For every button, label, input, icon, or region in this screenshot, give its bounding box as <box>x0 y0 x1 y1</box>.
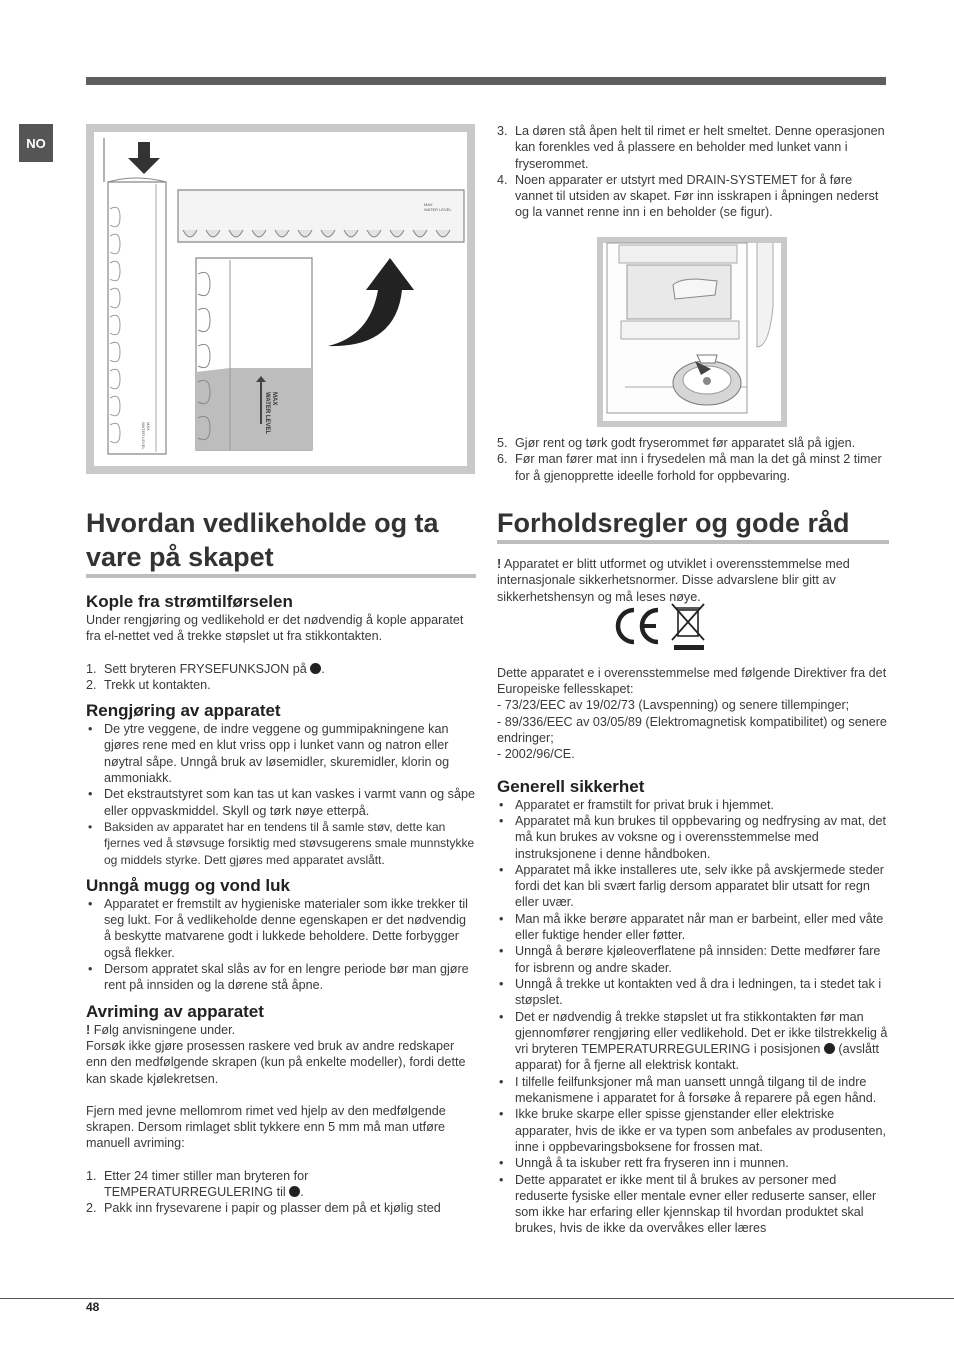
list-item: • Apparatet er fremstilt av hygieniske materialer som ikke trekker til seg lukt. For å vedlikeholde denne egenskapen er det nødvendig å beskytte matvarene godt i lukkede beholdere. Dette forbygger også flekker. <box>104 896 476 961</box>
page-number: 48 <box>86 1300 100 1314</box>
defrost-p2: Fjern med jevne mellomrom rimet ved hjelp av den medfølgende skrapen. Dersom rimlaget sblit tykkere enn 5 mm må man utføre manuell avriming: <box>86 1103 446 1151</box>
defrost-p1: Forsøk ikke gjøre prosessen raskere ved bruk av andre redskaper enn den medfølgende skrapen (kun på enkelte modeller), fordi dette kan skade kjølekretsen. <box>86 1038 466 1086</box>
list-item: • I tilfelle feilfunksjoner må man uansett unngå tilgang til de indre mekanismene i apparatet for å forsøke å reparere på egen hånd. <box>515 1074 889 1107</box>
top-rule <box>86 77 886 85</box>
list-item: • Det ekstrautstyret som kan tas ut kan vaskes i varmt vann og såpe eller oppvaskmiddel. Skyll og tørk nøye etterpå. <box>104 786 476 819</box>
right-steps-bottom <box>497 435 889 484</box>
safety-title: Generell sikkerhet <box>497 776 645 796</box>
list-item: • Unngå å trekke ut kontakten ved å dra i ledningen, ta i stedet tak i støpslet. <box>515 976 889 1009</box>
ce-mark-icon <box>618 610 658 642</box>
max-water-label-3: MAX WATER LEVEL <box>141 422 151 450</box>
disconnect-title: Kople fra strømtilførselen <box>86 592 293 611</box>
off-symbol-icon <box>310 663 321 674</box>
maintenance-heading: Hvordan vedlikeholde og ta vare på skapet <box>86 506 476 578</box>
directive-line: - 73/23/EEC av 19/02/73 (Lavspenning) og senere tillempinger; <box>497 698 850 713</box>
off-symbol-icon <box>289 1186 300 1197</box>
safety-list <box>497 797 889 1237</box>
ce-weee-logos <box>610 600 710 657</box>
precautions-heading: Forholdsregler og gode råd <box>497 506 889 544</box>
list-item: 2. Trekk ut kontakten. <box>86 677 211 692</box>
cleaning-list <box>86 721 476 868</box>
list-item: • Det er nødvendig å trekke støpslet ut fra stikkontakten før man gjennomfører rengjøring eller vedlikehold. Det er ikke tilstrekkelig å vri bryteren TEMPERATURREGULERING i posisjonen (avslått apparat) for å fjerne all elektrisk kontakt. <box>515 1009 889 1074</box>
list-item: 4. Noen apparater er utstyrt med DRAIN-SYSTEMET for å føre vannet til utsiden av skapet. Før inn isskrapen i åpningen nederst og la vannet renne inn i en beholder (se figur). <box>497 172 879 220</box>
directive-line: - 2002/96/CE. <box>497 747 575 762</box>
disconnect-steps <box>86 661 476 694</box>
cleaning-title: Rengjøring av apparatet <box>86 701 281 721</box>
directive-line: - 89/336/EEC av 03/05/89 (Elektromagnetisk kompatibilitet) og senere endringer; <box>497 714 887 746</box>
ice-tray-figure <box>86 124 475 474</box>
drain-system-figure <box>597 237 787 427</box>
list-item: 1. Sett bryteren FRYSEFUNKSJON på . <box>86 661 325 676</box>
list-item: • Baksiden av apparatet har en tendens til å samle støv, dette kan fjernes ved å støvsuge forsiktig med støvsugerens smale munnstykke og middels styrke. Dett gjøres med apparatet avslått. <box>104 819 476 868</box>
language-tab: NO <box>19 124 53 162</box>
list-item: 6. Før man fører mat inn i frysedelen må man la det gå minst 2 timer for å gjenopprette ideelle forhold for oppbevaring. <box>497 452 882 483</box>
defrost-steps <box>86 1168 476 1217</box>
list-item: • Unngå å ta iskuber rett fra fryseren inn i munnen. <box>515 1155 889 1171</box>
mould-title: Unngå mugg og vond luk <box>86 875 290 895</box>
list-item: 1. Etter 24 timer stiller man bryteren for TEMPERATURREGULERING til . <box>86 1168 309 1200</box>
off-symbol-icon <box>824 1043 835 1054</box>
mould-list <box>86 896 476 994</box>
left-column <box>86 506 476 1217</box>
weee-bin-icon <box>672 604 704 650</box>
max-water-label-1: MAX WATER LEVEL <box>264 392 277 435</box>
footer-rule <box>0 1298 954 1299</box>
list-item: 3. La døren stå åpen helt til rimet er helt smeltet. Denne operasjonen kan forenkles ved å plassere en beholder med lunket vann i fryserommet. <box>497 124 885 171</box>
disconnect-intro: Under rengjøring og vedlikehold er det nødvendig å kople apparatet fra el-nettet ved å trekke støpslet ut fra stikkontakten. <box>86 613 464 644</box>
list-item: • Dette apparatet er ikke ment til å brukes av personer med reduserte fysiske eller mentale evner eller reduserte sanser, eller som ikke har erfaring eller kjennskap til hvordan produktet skal brukes, hvis de ikke da overvåkes eller læres <box>515 1172 889 1237</box>
list-item: • Ikke bruke skarpe eller spisse gjenstander eller elektriske apparater, hvis de ikke er va typen som anbefales av produsenten, inne i oppbevaringsboksene for frossen mat. <box>515 1106 889 1155</box>
list-item: • Dersom appratet skal slås av for en lengre periode bør man gjøre rent på innsiden og la dørene stå åpne. <box>104 961 476 994</box>
max-water-label-2: MAX WATER LEVEL <box>424 202 452 212</box>
list-item: • Unngå å berøre kjøleoverflatene på innsiden: Dette medfører fare for isbrenn og andre skader. <box>515 943 889 976</box>
list-item: • Man må ikke berøre apparatet når man er barbeint, eller med våte eller fuktige hender eller føtter. <box>515 911 889 944</box>
list-item: 2. Pakk inn frysevarene i papir og plasser dem på et kjølig sted <box>86 1201 441 1216</box>
right-steps-top <box>497 123 889 221</box>
list-item: • Apparatet må kun brukes til oppbevaring og nedfrysing av mat, det må kun brukes av voksne og i overensstemmelse med instruksjonene i denne håndboken. <box>515 813 889 862</box>
defrost-warning: ! Følg anvisningene under. <box>86 1022 236 1037</box>
list-item: • Apparatet er framstilt for privat bruk i hjemmet. <box>515 797 889 813</box>
defrost-title: Avriming av apparatet <box>86 1001 264 1021</box>
precautions-intro: ! Apparatet er blitt utformet og utviklet i overensstemmelse med internasjonale sikkerhetsnormer. Disse advarslene blir gitt av sikkerhetshensyn og må leses nøye. <box>497 557 850 604</box>
list-item: • Apparatet må ikke installeres ute, selv ikke på avskjermede steder fordi det kan bli svært farlig dersom apparatet blir utsatt for regn eller uvær. <box>515 862 889 911</box>
directive-line: Dette apparatet e i overensstemmelse med følgende Direktiver fra det Europeiske fellesskapet: <box>497 665 887 697</box>
list-item: • De ytre veggene, de indre veggene og gummipakningene kan gjøres rene med en klut vriss opp i lunket vann og natron eller nøytral såpe. Unngå bruk av løsemidler, skuremidler, klorin og ammoniakk. <box>104 721 476 786</box>
list-item: 5. Gjør rent og tørk godt fryserommet før apparatet slå på igjen. <box>497 436 856 450</box>
